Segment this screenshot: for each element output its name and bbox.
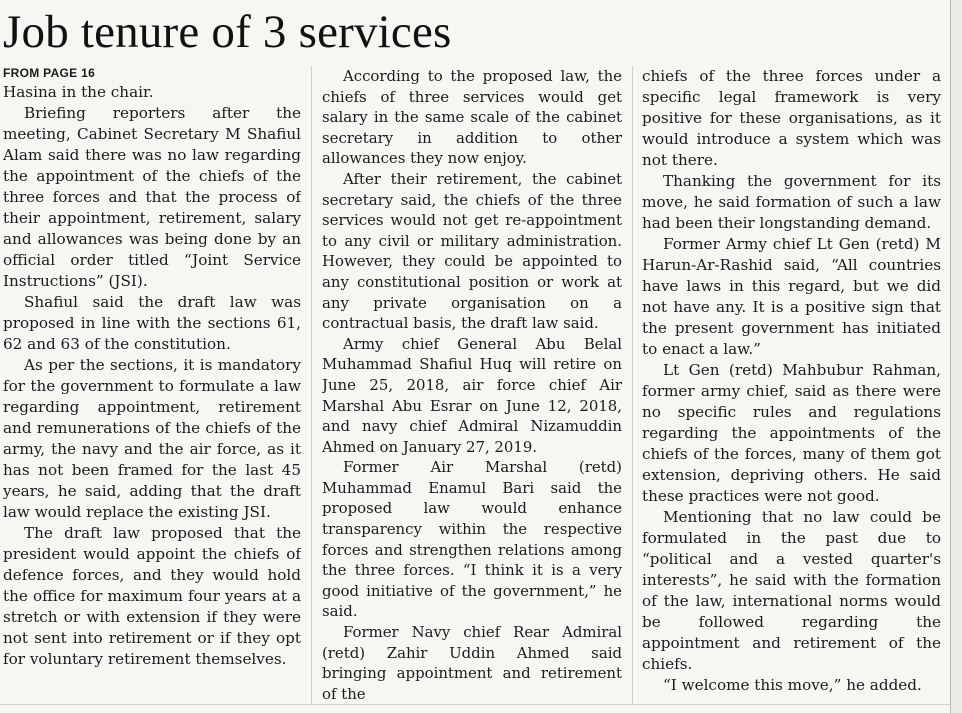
column-divider xyxy=(632,66,633,704)
paragraph: As per the sections, it is mandatory for the government to formulate a law regarding appointment, retirement and remunerations of the chiefs of the army, the navy and the air force, as it has not been framed for the last 45 years, he said, adding that the draft law would replace the existing JSI. xyxy=(3,356,301,521)
paragraph: “I welcome this move,” he added. xyxy=(663,676,922,694)
paragraph: Army chief General Abu Belal Muhammad Shafiul Huq will retire on June 25, 2018, air force chief Air Marshal Abu Esrar on June 12, 2018, and navy chief Admiral Nizamuddin Ahmed on January 27, 2019. xyxy=(322,334,622,456)
paragraph: Shafiul said the draft law was proposed in line with the sections 61, 62 and 63 of the constitution. xyxy=(3,293,301,353)
continuation-kicker: FROM PAGE 16 xyxy=(3,66,96,80)
adjacent-page-edge xyxy=(950,0,962,713)
paragraph: Lt Gen (retd) Mahbubur Rahman, former army chief, said as there were no specific rules and regulations regarding the appointments of the chiefs of the forces, many of them got extension, depriving others. He said these practices were not good. xyxy=(642,361,941,505)
paragraph: After their retirement, the cabinet secretary said, the chiefs of the three services would not get re-appointment to any civil or military administration. However, they could be appointed to any constitutional position or work at any private organisation on a contractual basis, the draft law said. xyxy=(322,169,622,333)
article-column-1 xyxy=(3,66,301,706)
paragraph: chiefs of the three forces under a specific legal framework is very positive for these organisations, as it would introduce a system which was not there. xyxy=(642,67,941,169)
column-divider xyxy=(311,66,312,704)
paragraph: Former Army chief Lt Gen (retd) M Harun-Ar-Rashid said, “All countries have laws in this regard, but we did not have any. It is a positive sign that the present government has initiated to enact a law.” xyxy=(642,235,941,358)
paragraph: Briefing reporters after the meeting, Cabinet Secretary M Shafiul Alam said there was no law regarding the appointment of the chiefs of the three forces and that the process of their appointment, retirement, salary and allowances was being done by an official order titled “Joint Service Instructions” (JSI). xyxy=(3,104,301,290)
paragraph: Former Navy chief Rear Admiral (retd) Zahir Uddin Ahmed said bringing appointment and retirement of the xyxy=(322,623,622,703)
article-column-2 xyxy=(322,66,622,706)
paragraph: Mentioning that no law could be formulated in the past due to “political and a vested quarter's interests”, he said with the formation of the law, international norms would be followed regarding the appointment and retirement of the chiefs. xyxy=(642,508,941,673)
paragraph: Thanking the government for its move, he said formation of such a law had been their longstanding demand. xyxy=(642,172,941,232)
bottom-rule xyxy=(0,704,950,705)
paragraph: Hasina in the chair. xyxy=(3,83,154,101)
article-column-3 xyxy=(642,66,941,706)
paragraph: The draft law proposed that the president would appoint the chiefs of defence forces, and they would hold the office for maximum four years at a stretch or with extension if they were not sent into retirement or if they opt for voluntary retirement themselves. xyxy=(3,524,301,668)
headline: Job tenure of 3 services xyxy=(3,6,452,58)
paragraph: According to the proposed law, the chiefs of three services would get salary in the same scale of the cabinet secretary in addition to other allowances they now enjoy. xyxy=(322,67,622,168)
paragraph: Former Air Marshal (retd) Muhammad Enamul Bari said the proposed law would enhance transparency within the respective forces and strengthen relations among the three forces. “I think it is a very good initiative of the government,” he said. xyxy=(322,458,622,621)
